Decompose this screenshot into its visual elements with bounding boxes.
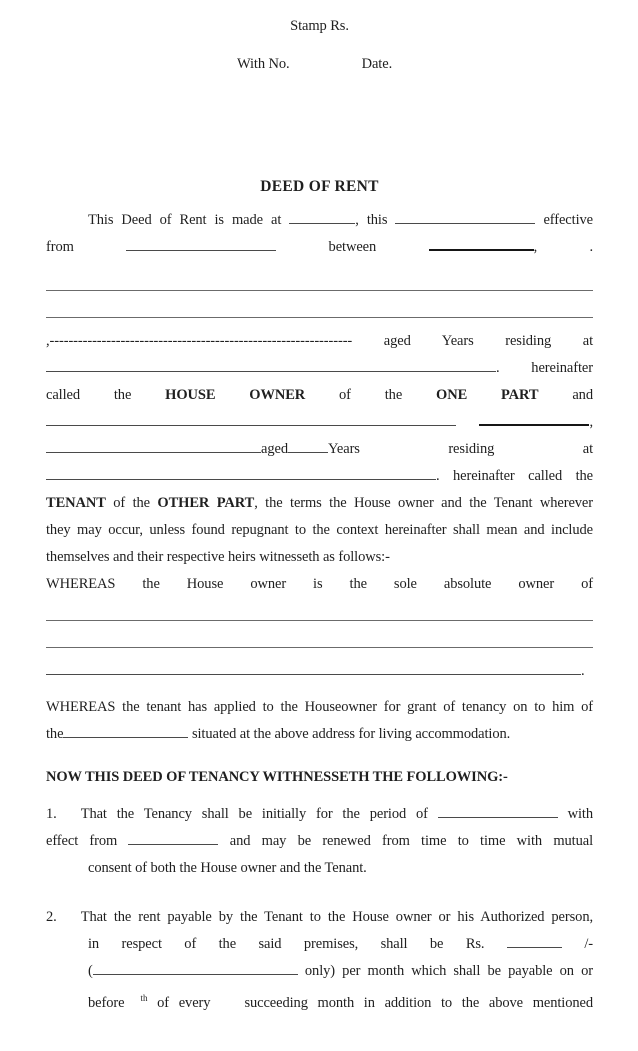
text-run: of every (147, 994, 211, 1011)
text-run: , this (355, 212, 396, 228)
clause-1-line-2 (46, 828, 593, 855)
text-run: . (581, 663, 585, 679)
text-run: and may be renewed from time to time with mutual (218, 833, 594, 849)
house-owner-line (46, 382, 593, 409)
blank-field (438, 804, 558, 818)
owner-aged-line (46, 328, 593, 355)
blank-field (507, 934, 562, 948)
rule-line (46, 607, 593, 621)
bold-text-run: NOW THIS DEED OF TENANCY WITHNESSETH THE FOLLOWING:- (46, 769, 508, 785)
tenant-aged-line (46, 436, 593, 463)
bold-text-run: HOUSE OWNER (165, 387, 306, 403)
spacer (46, 974, 88, 975)
text-run: WHEREAS the House owner is the sole absolute owner of (46, 576, 593, 592)
text-run: ( (88, 963, 93, 979)
blank-field (93, 961, 298, 975)
blank-field (46, 439, 261, 453)
rule-line (46, 277, 593, 291)
blank-field (128, 831, 218, 845)
blank-field (46, 358, 496, 372)
text-run: between (276, 239, 429, 255)
clause-2-line-3 (46, 958, 593, 985)
blank-field (46, 466, 436, 480)
blank-field (289, 210, 355, 224)
text-run: called the (46, 387, 166, 403)
text-run: , . (533, 239, 593, 255)
text-run: , the terms the House owner and the Tenant wherever (254, 495, 593, 511)
with-no-label: With No. (237, 56, 290, 72)
clause-2-line-4 (46, 985, 593, 1017)
text-run: and (538, 387, 593, 403)
blank-field (63, 724, 188, 738)
text-run: themselves and their respective heirs witnesseth as follows:- (46, 549, 390, 565)
situated-line (46, 721, 593, 748)
property-rule-2 (46, 631, 593, 658)
text-run: 1. (46, 806, 57, 822)
text-run: . hereinafter called the (436, 468, 593, 484)
intro-line-2 (46, 234, 593, 261)
text-run: the (46, 726, 64, 742)
clause-2-line-1 (46, 904, 593, 931)
spacer (210, 1006, 244, 1007)
bold-text-run: ONE PART (436, 387, 539, 403)
spacer (290, 67, 362, 68)
bold-text-run: OTHER PART (157, 495, 255, 511)
blank-field (46, 661, 581, 675)
blank-field (288, 439, 328, 453)
rule-line (46, 634, 593, 648)
intro-line-1 (46, 207, 593, 234)
spacer (46, 1006, 88, 1007)
terms-line-1 (46, 517, 593, 544)
text-run: /- (561, 936, 593, 952)
blank-field (46, 412, 456, 426)
text-run: of the (305, 387, 437, 403)
text-run: That the rent payable by the Tenant to the House owner or his Authorized person, (80, 909, 593, 925)
clause-1-line-3 (46, 855, 593, 882)
text-run: with (557, 806, 594, 822)
tenant-name-line (46, 409, 593, 436)
text-run: situated at the above address for living accommodation. (188, 726, 511, 742)
superscript-text: th (140, 993, 148, 1003)
spacer (46, 223, 88, 224)
text-run: 2. (46, 909, 57, 925)
date-label: Date. (361, 56, 393, 72)
text-run (456, 414, 479, 430)
text-run: of the (105, 495, 158, 511)
text-run: in respect of the said premises, shall be Rs. (88, 936, 507, 952)
text-run: they may occur, unless found repugnant to the context hereinafter shall mean and include (46, 522, 593, 538)
text-run: Years residing at (327, 441, 593, 457)
blank-field (126, 237, 276, 251)
text-run: from (46, 239, 127, 255)
blank-field (429, 236, 534, 251)
rule-line (46, 304, 593, 318)
text-run: WHEREAS the tenant has applied to the Houseowner for grant of tenancy on to him of (46, 699, 593, 715)
text-run: That the Tenancy shall be initially for the period of (80, 806, 438, 822)
text-run: . hereinafter (496, 360, 593, 376)
writein-rule-1 (46, 274, 593, 301)
spacer (124, 1006, 140, 1007)
whereas-owner-line (46, 571, 593, 598)
with-no-date-line (46, 51, 593, 78)
text-run: consent of both the House owner and the Tenant. (88, 860, 367, 876)
deed-heading-line (46, 764, 593, 791)
clause-2-line-2 (46, 931, 593, 958)
text-run: effect from (46, 833, 129, 849)
tenant-part-line (46, 490, 593, 517)
property-rule-1 (46, 604, 593, 631)
bold-text-run: TENANT (46, 495, 106, 511)
property-rule-3 (46, 658, 593, 685)
text-run: aged (261, 441, 288, 457)
document-title: DEED OF RENT (260, 178, 379, 195)
text-run: This Deed of Rent is made at (88, 212, 290, 228)
document-body (46, 207, 593, 1017)
text-run: only) per month which shall be payable on or (297, 963, 593, 979)
whereas-tenant-line (46, 694, 593, 721)
spacer (46, 947, 88, 948)
spacer (57, 817, 81, 818)
writein-rule-2 (46, 301, 593, 328)
clause-1-line-1 (46, 801, 593, 828)
terms-line-2 (46, 544, 593, 571)
text-run: succeeding month in addition to the above mentioned (244, 994, 593, 1011)
text-run: , (589, 414, 593, 430)
stamp-label: Stamp Rs. (290, 18, 349, 34)
blank-field (479, 411, 589, 426)
text-run: ,---------------------------------------------------------------- aged Years residing at (46, 333, 593, 349)
spacer (57, 920, 81, 921)
spacer (46, 871, 88, 872)
text-run: effective (535, 212, 593, 228)
blank-field (395, 210, 535, 224)
owner-address-line (46, 355, 593, 382)
text-run: before (88, 994, 125, 1011)
tenant-address-line (46, 463, 593, 490)
